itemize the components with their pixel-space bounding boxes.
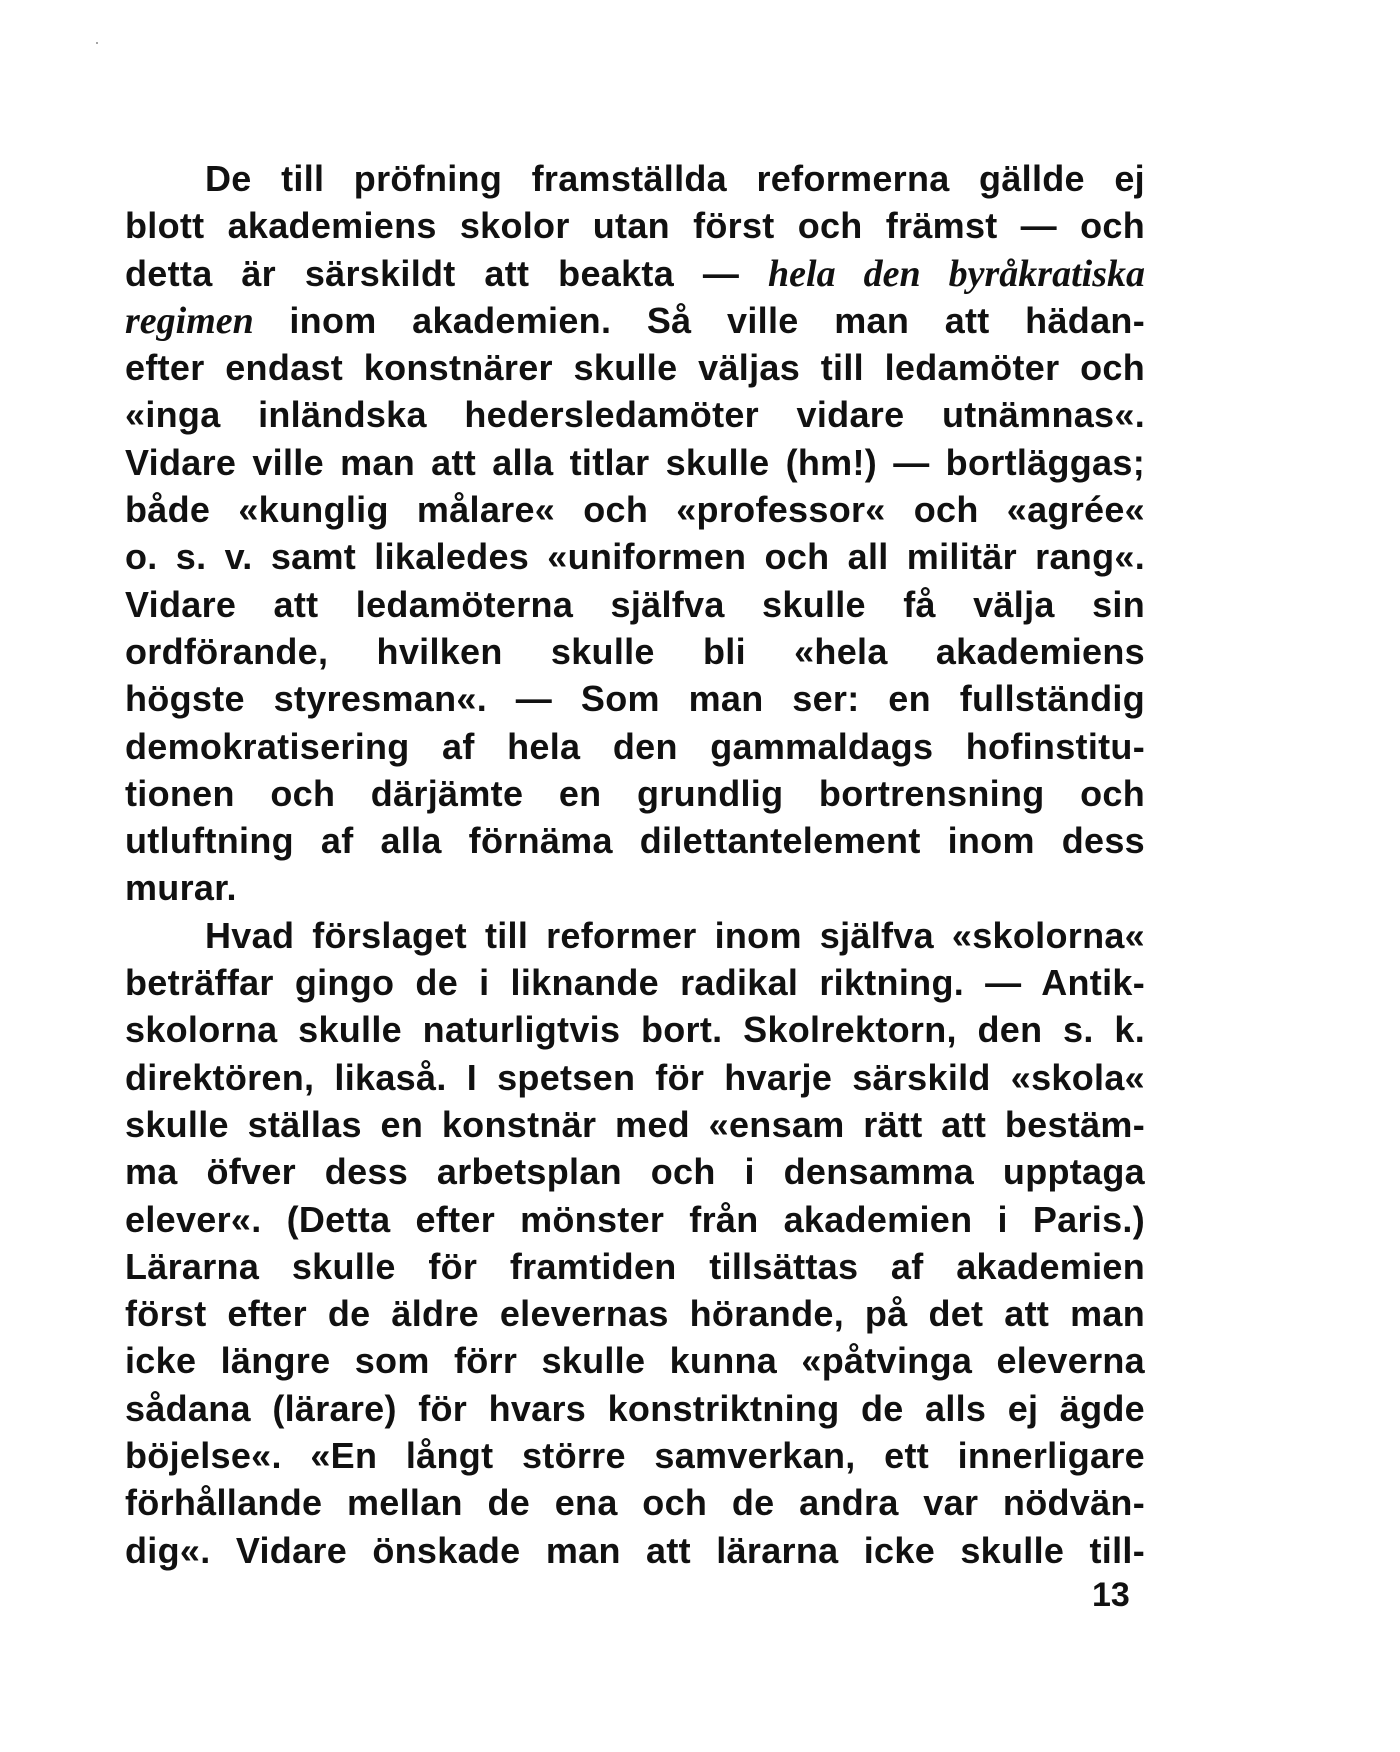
text-line: först efter de äldre elevernas hörande, på det att man xyxy=(125,1293,1145,1335)
text-line: Hvad förslaget till reformer inom själfva «skolorna« xyxy=(205,914,1145,956)
text-line: sådana (lärare) för hvars konstriktning de alls ej ägde xyxy=(125,1387,1145,1429)
text-line: icke längre som förr skulle kunna «påtvinga eleverna xyxy=(125,1340,1145,1382)
italic-text-segment: regimen xyxy=(125,299,254,342)
text-line: blott akademiens skolor utan först och främst — och xyxy=(125,205,1145,247)
text-line: tionen och därjämte en grundlig bortrensning och xyxy=(125,772,1145,814)
text-line: demokratisering af hela den gammaldags hofinstitu- xyxy=(125,725,1145,767)
text-line: både «kunglig målare« och «professor« och «agrée« xyxy=(125,489,1145,531)
text-line: dig«. Vidare önskade man att lärarna icke skulle till- xyxy=(125,1529,1145,1571)
text-line: förhållande mellan de ena och de andra var nödvän- xyxy=(125,1482,1145,1524)
text-line: De till pröfning framställda reformerna gällde ej xyxy=(205,158,1145,199)
text-line: Lärarna skulle för framtiden tillsättas af akademien xyxy=(125,1245,1145,1287)
paragraph-1 xyxy=(125,155,1145,912)
text-line: Vidare ville man att alla titlar skulle (hm!) — bortläggas; xyxy=(125,441,1145,483)
text-line: Vidare att ledamöterna själfva skulle få välja sin xyxy=(125,583,1145,625)
text-segment: detta är särskildt att beakta — xyxy=(125,252,740,294)
text-line xyxy=(125,250,1145,297)
text-line: direktören, likaså. I spetsen för hvarje särskild «skola« xyxy=(125,1056,1145,1098)
text-line: efter endast konstnärer skulle väljas till ledamöter och xyxy=(125,347,1145,389)
text-line: skolorna skulle naturligtvis bort. Skolrektorn, den s. k. xyxy=(125,1009,1145,1051)
text-line: ma öfver dess arbetsplan och i densamma upptaga xyxy=(125,1151,1145,1193)
text-line: skulle ställas en konstnär med «ensam rätt att bestäm- xyxy=(125,1103,1145,1145)
print-speck xyxy=(96,42,98,44)
text-line: beträffar gingo de i liknande radikal riktning. — Antik- xyxy=(125,962,1145,1004)
text-line: o. s. v. samt likaledes «uniformen och all militär rang«. xyxy=(125,536,1145,578)
paragraph-2 xyxy=(125,912,1145,1574)
text-line: «inga inländska hedersledamöter vidare utnämnas«. xyxy=(125,394,1145,436)
text-line: elever«. (Detta efter mönster från akademien i Paris.) xyxy=(125,1198,1145,1240)
page-number: 13 xyxy=(1092,1576,1130,1614)
text-segment: inom akademien. Så ville man att hädan- xyxy=(289,299,1145,341)
body-text xyxy=(125,155,1145,1574)
italic-text-segment: hela den byråkratiska xyxy=(768,252,1145,295)
text-line: ordförande, hvilken skulle bli «hela akademiens xyxy=(125,630,1145,672)
text-line: murar. xyxy=(125,867,237,909)
text-line xyxy=(125,297,1145,344)
text-line: böjelse«. «En långt större samverkan, ett innerligare xyxy=(125,1435,1145,1477)
text-line: utluftning af alla förnäma dilettantelement inom dess xyxy=(125,820,1145,862)
text-line: högste styresman«. — Som man ser: en fullständig xyxy=(125,678,1145,720)
